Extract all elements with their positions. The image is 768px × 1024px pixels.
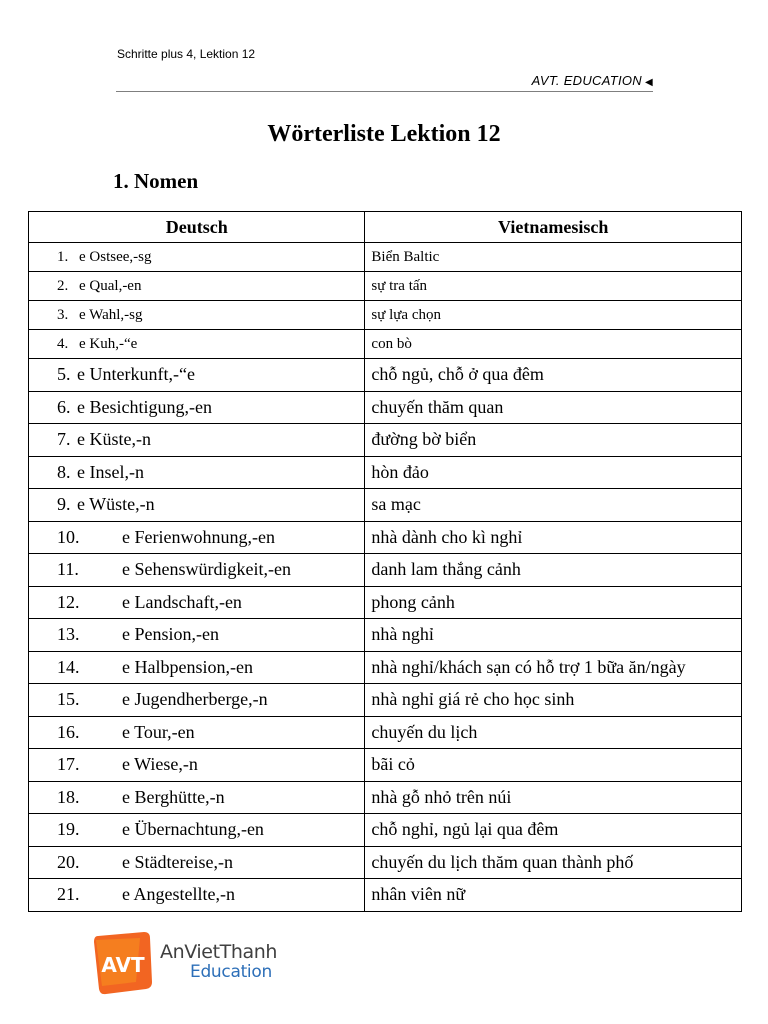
cell-vietnamese: chuyến du lịch thăm quan thành phố — [365, 846, 742, 879]
cell-vietnamese: chuyến thăm quan — [365, 391, 742, 424]
table-row — [29, 391, 742, 424]
column-header-vietnamesisch: Vietnamesisch — [365, 212, 742, 243]
table-row — [29, 684, 742, 717]
cell-vietnamese: danh lam thắng cảnh — [365, 554, 742, 587]
german-word: e Wahl,-sg — [79, 306, 143, 323]
cell-vietnamese: nhà nghỉ/khách sạn có hỗ trợ 1 bữa ăn/ngày — [365, 651, 742, 684]
table-row — [29, 330, 742, 359]
german-word: e Landschaft,-en — [122, 591, 242, 612]
row-number: 1. — [57, 248, 69, 265]
cell-vietnamese: sa mạc — [365, 489, 742, 522]
row-number: 13. — [57, 624, 80, 645]
cell-vietnamese: chuyến du lịch — [365, 716, 742, 749]
cell-deutsch — [29, 684, 365, 717]
cell-deutsch — [29, 359, 365, 392]
german-word: e Qual,-en — [79, 277, 142, 294]
row-number: 9. — [57, 494, 71, 515]
header-publisher-text: AVT. EDUCATION — [531, 73, 642, 88]
vocabulary-table — [28, 211, 742, 912]
table-row — [29, 424, 742, 457]
row-number: 21. — [57, 884, 80, 905]
triangle-left-icon: ◀ — [645, 77, 653, 88]
document-title: Wörterliste Lektion 12 — [267, 121, 501, 147]
cell-deutsch — [29, 716, 365, 749]
cell-deutsch — [29, 521, 365, 554]
german-word: e Besichtigung,-en — [77, 396, 212, 417]
cell-vietnamese: phong cảnh — [365, 586, 742, 619]
row-number: 8. — [57, 461, 71, 482]
table-row — [29, 749, 742, 782]
german-word: e Berghütte,-n — [122, 786, 225, 807]
german-word: e Wiese,-n — [122, 754, 198, 775]
column-header-deutsch: Deutsch — [29, 212, 365, 243]
header-rule — [116, 91, 653, 92]
table-row — [29, 879, 742, 912]
cell-vietnamese: Biển Baltic — [365, 243, 742, 272]
row-number: 12. — [57, 591, 80, 612]
german-word: e Ostsee,-sg — [79, 248, 152, 265]
header-course: Schritte plus 4, Lektion 12 — [117, 47, 256, 61]
table-row — [29, 243, 742, 272]
cell-vietnamese: nhà gỗ nhỏ trên núi — [365, 781, 742, 814]
cell-vietnamese: chỗ nghỉ, ngủ lại qua đêm — [365, 814, 742, 847]
german-word: e Jugendherberge,-n — [122, 689, 268, 710]
german-word: e Ferienwohnung,-en — [122, 526, 275, 547]
row-number: 4. — [57, 335, 69, 352]
german-word: e Angestellte,-n — [122, 884, 235, 905]
german-word: e Insel,-n — [77, 461, 144, 482]
cell-deutsch — [29, 749, 365, 782]
german-word: e Halbpension,-en — [122, 656, 253, 677]
cell-vietnamese: sự tra tấn — [365, 272, 742, 301]
table-row — [29, 521, 742, 554]
cell-deutsch — [29, 846, 365, 879]
cell-vietnamese: con bò — [365, 330, 742, 359]
table-row — [29, 456, 742, 489]
cell-deutsch — [29, 456, 365, 489]
row-number: 5. — [57, 364, 71, 385]
cell-deutsch — [29, 243, 365, 272]
cell-vietnamese: bãi cỏ — [365, 749, 742, 782]
row-number: 11. — [57, 559, 79, 580]
cell-deutsch — [29, 619, 365, 652]
table-row — [29, 586, 742, 619]
german-word: e Städtereise,-n — [122, 851, 233, 872]
table-row — [29, 651, 742, 684]
cell-deutsch — [29, 272, 365, 301]
table-header-row — [29, 212, 742, 243]
cell-deutsch — [29, 424, 365, 457]
table-row — [29, 359, 742, 392]
cell-deutsch — [29, 391, 365, 424]
german-word: e Küste,-n — [77, 429, 151, 450]
table-row — [29, 301, 742, 330]
avt-logo — [92, 930, 282, 998]
cell-deutsch — [29, 330, 365, 359]
table-row — [29, 554, 742, 587]
table-row — [29, 814, 742, 847]
german-word: e Kuh,-“e — [79, 335, 138, 352]
table-row — [29, 716, 742, 749]
cell-deutsch — [29, 879, 365, 912]
cell-vietnamese: nhà nghỉ — [365, 619, 742, 652]
german-word: e Pension,-en — [122, 624, 219, 645]
table-row — [29, 272, 742, 301]
row-number: 18. — [57, 786, 80, 807]
row-number: 16. — [57, 721, 80, 742]
german-word: e Wüste,-n — [77, 494, 155, 515]
german-word: e Übernachtung,-en — [122, 819, 264, 840]
cell-deutsch — [29, 554, 365, 587]
logo-brand-line1: AnVietThanh — [160, 941, 278, 963]
cell-vietnamese: nhà nghỉ giá rẻ cho học sinh — [365, 684, 742, 717]
row-number: 19. — [57, 819, 80, 840]
table-row — [29, 846, 742, 879]
row-number: 17. — [57, 754, 80, 775]
table-row — [29, 781, 742, 814]
german-word: e Unterkunft,-“e — [77, 364, 195, 385]
row-number: 14. — [57, 656, 80, 677]
cell-vietnamese: sự lựa chọn — [365, 301, 742, 330]
avt-logo-mark — [92, 930, 158, 998]
cell-vietnamese: hòn đảo — [365, 456, 742, 489]
cell-deutsch — [29, 489, 365, 522]
table-row — [29, 619, 742, 652]
cell-deutsch — [29, 586, 365, 619]
cell-vietnamese: nhân viên nữ — [365, 879, 742, 912]
table-row — [29, 489, 742, 522]
cell-deutsch — [29, 781, 365, 814]
cell-vietnamese: nhà dành cho kì nghỉ — [365, 521, 742, 554]
logo-mark-text: AVT — [101, 953, 145, 977]
section-heading: 1. Nomen — [113, 169, 199, 193]
cell-vietnamese: đường bờ biển — [365, 424, 742, 457]
cell-vietnamese: chỗ ngủ, chỗ ở qua đêm — [365, 359, 742, 392]
row-number: 20. — [57, 851, 80, 872]
cell-deutsch — [29, 651, 365, 684]
row-number: 2. — [57, 277, 69, 294]
logo-brand-line2: Education — [190, 962, 272, 982]
row-number: 10. — [57, 526, 80, 547]
row-number: 6. — [57, 396, 71, 417]
row-number: 15. — [57, 689, 80, 710]
row-number: 7. — [57, 429, 71, 450]
german-word: e Tour,-en — [122, 721, 195, 742]
german-word: e Sehenswürdigkeit,-en — [122, 559, 291, 580]
cell-deutsch — [29, 301, 365, 330]
row-number: 3. — [57, 306, 69, 323]
cell-deutsch — [29, 814, 365, 847]
header-publisher — [532, 73, 653, 88]
